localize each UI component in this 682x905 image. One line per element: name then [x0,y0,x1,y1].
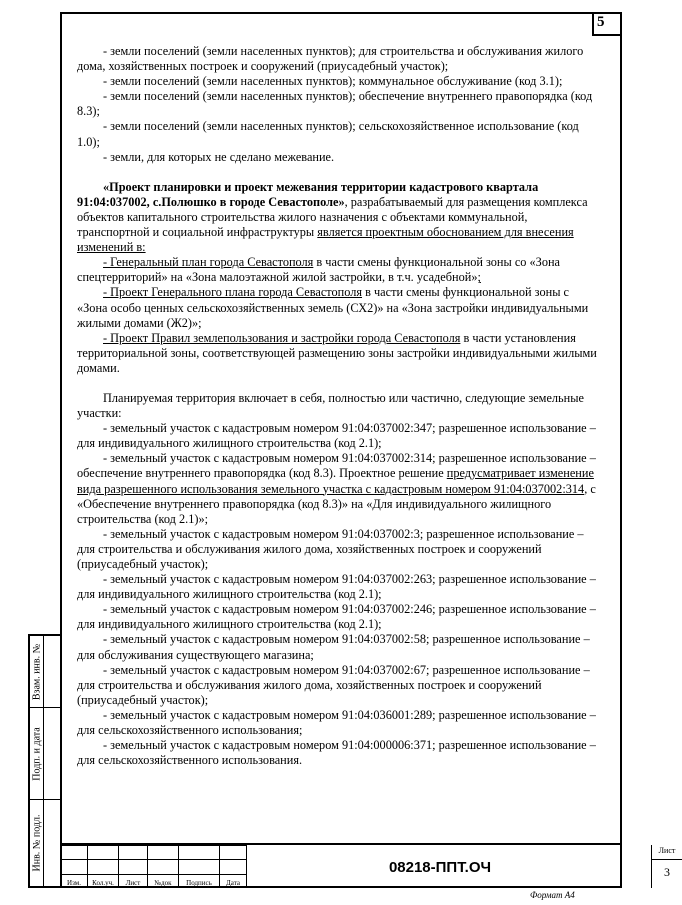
paragraph-text: - земельный участок с кадастровым номером 91:04:037002:347; разрешенное использование – для индивидуального жилищного строительства (код 2.1); [77,421,596,451]
paragraph-text: , с «Обеспечение внутреннего правопорядка (код 8.3)» на «Для индивидуального жилищного строительства (код 2.1)»; [77,481,596,526]
paragraph-text: - земельный участок с кадастровым номером 91:04:037002:246; разрешенное использование – для индивидуального жилищного строительства (код 2.1); [77,602,596,632]
paragraph-text: - земли поселений (земли населенных пунктов); коммунальное обслуживание (код 3.1); [103,74,563,89]
paragraph [77,527,597,572]
underlined-text: предусматривает изменение вида разрешенного использования земельного участка с кадастровым номером 91:04:037002:314 [77,466,594,496]
paragraph-spacer [77,165,597,180]
paragraph [77,572,597,602]
paragraph [77,391,597,421]
paragraph [77,180,597,255]
corner-number: 5 [597,14,605,30]
paragraph-text: в части смены функциональной зоны со «Зона спецтерриторий» на «Зона малоэтажной жилой застройки, в т.ч. усадебной» [77,255,561,285]
paragraph-text: - земельный участок с кадастровым номером 91:04:036001:289; разрешенное использование – для сельскохозяйственного использования; [77,707,596,738]
paragraph [77,89,597,119]
stamp-grid [60,845,247,888]
paragraph [77,632,597,662]
format-note: Формат А4 [530,890,575,900]
paragraph-text: - земельный участок с кадастровым номером 91:04:000006:371; разрешенное использование – для сельскохозяйственного использования. [77,738,596,768]
paragraph [77,331,597,376]
sheet-number: 3 [664,865,670,879]
document-code: 08218-ППТ.ОЧ [388,859,492,876]
paragraph-spacer [77,376,597,391]
paragraph [77,285,597,330]
stamp-col-docnum: №док [148,874,179,887]
paragraph-text: в части установления территориальной зоны, соответствующей размещению зоны застройки индивидуальными жилыми домами. [77,330,597,375]
stamp-col-signature: Подпись [179,874,220,887]
paragraph [77,663,597,708]
paragraph-text: - земельный участок с кадастровым номером 91:04:037002:263; разрешенное использование – для индивидуального жилищного строительства (код 2.1); [77,572,596,602]
bold-text: «Проект планировки и проект межевания территории кадастрового квартала 91:04:037002, с.Полюшко в городе Севастополе» [77,179,539,209]
paragraph [77,451,597,526]
underlined-text: - Проект Правил землепользования и застройки города Севастополя [103,330,461,345]
paragraph-text: - земельный участок с кадастровым номером 91:04:037002:58; разрешенное использование – для обслуживания существующего магазина; [77,632,590,662]
side-cell-inventory [30,800,60,886]
side-cell-replacement [30,636,60,708]
paragraph [77,738,597,768]
paragraph [77,255,597,285]
paragraph [77,708,597,738]
stamp-col-date: Дата [220,874,247,887]
paragraph [77,421,597,451]
document-body [77,44,597,768]
sheet-box [651,845,682,888]
side-cell-signature [30,708,60,800]
side-label-replacement: Взам. инв. № [31,643,42,700]
paragraph-text: Планируемая территория включает в себя, полностью или частично, следующие земельные участки: [77,390,584,421]
paragraph-text: - земли поселений (земли населенных пунктов); сельскохозяйственное использование (код 1.0); [77,119,579,149]
stamp-col-change: Изм. [61,874,88,887]
paragraph [77,44,597,74]
paragraph-text: - земли поселений (земли населенных пунктов); для строительства и обслуживания жилого дома, хозяйственных построек и сооружений (приусадебный участок); [77,44,584,74]
underlined-text: является проектным обоснованием для внесения изменений в: [77,225,574,255]
paragraph [77,602,597,632]
paragraph-text: , разрабатываемый для размещения комплекса объектов капитального строительства жилого назначения с объектами коммунальной, транспортной и социальной инфраструктуры [77,194,588,240]
underlined-text: - Генеральный план города Севастополя [103,255,314,270]
paragraph-text: - земли поселений (земли населенных пунктов); обеспечение внутреннего правопорядка (код 8.3); [77,89,593,119]
paragraph [77,119,597,149]
underlined-text: - Проект Генерального плана города Севастополя [103,285,363,300]
stamp-col-count: Кол.уч. [88,874,119,887]
paragraph [77,74,597,89]
side-label-signature: Подп. и дата [31,726,42,781]
paragraph-text: - земельный участок с кадастровым номером 91:04:037002:3; разрешенное использование – для строительства и обслуживания жилого дома, хозяйственных построек и сооружений (приусадебный участок); [77,526,584,571]
underlined-text: ; [477,270,481,285]
paragraph-text: в части смены функциональной зоны с «Зона особо ценных сельскохозяйственных земель (СХ2)» на «Зона застройки индивидуальными жилыми домами (Ж2)»; [77,285,589,330]
paragraph-text: - земельный участок с кадастровым номером 91:04:037002:67; разрешенное использование – для строительства и обслуживания жилого дома, хозяйственных построек и сооружений (приусадебный участок); [77,662,590,707]
left-margin-stamp [28,634,60,888]
title-block [60,843,676,888]
paragraph [77,150,597,165]
side-label-inventory: Инв. № подл. [31,814,42,872]
stamp-col-sheet: Лист [119,874,148,887]
paragraph-text: - земельный участок с кадастровым номером 91:04:037002:314; разрешенное использование – обеспечение внутреннего правопорядка (код 8.3). Проектное решение [77,451,596,481]
sheet-label: Лист [652,846,682,860]
paragraph-text: - земли, для которых не сделано межевание. [103,149,335,164]
